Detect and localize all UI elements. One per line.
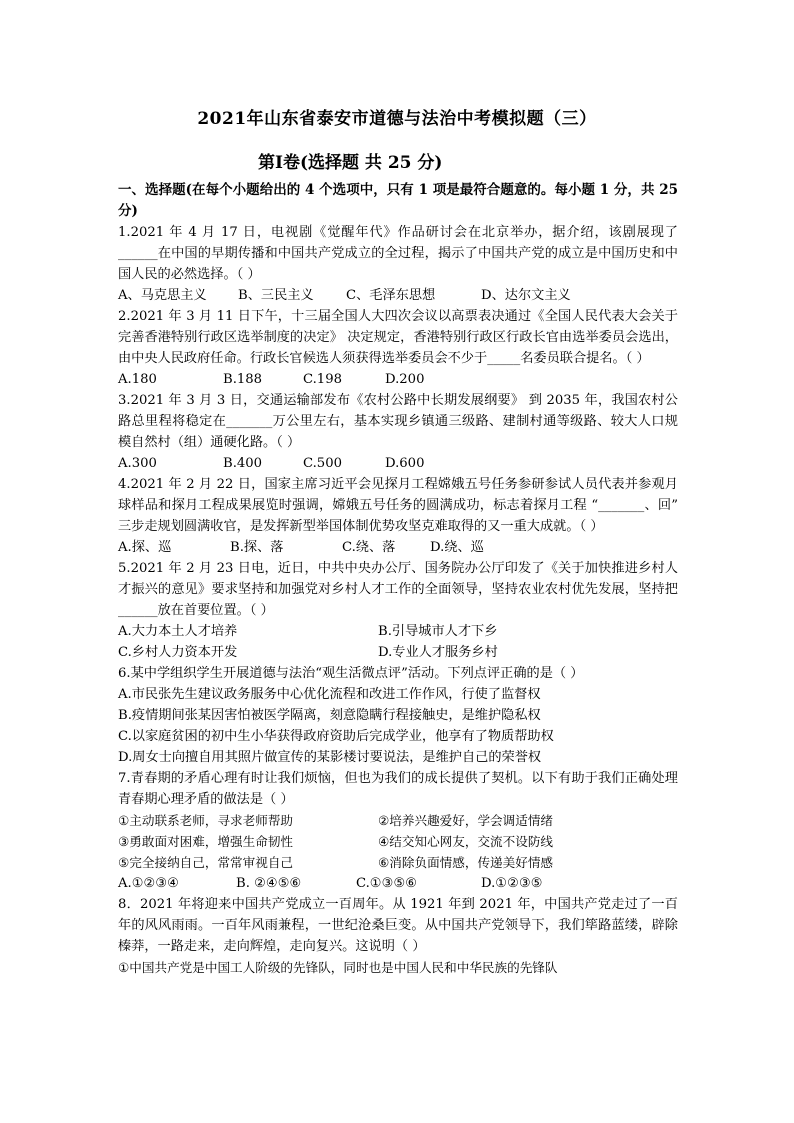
question-1-options <box>118 285 678 306</box>
q2-option-b: B.188 <box>223 372 263 387</box>
q4-option-c: C.绕、落 <box>342 540 396 555</box>
q7-option-b: B. ②④⑤⑥ <box>236 876 302 891</box>
question-7-options <box>118 873 678 894</box>
question-4-stem: 4.2021 年 2 月 22 日，国家主席习近平会见探月工程嫦娥五号任务参研参试人员代表并参观月球样品和探月工程成果展览时强调，嫦娥五号任务的圆满成功，标志着探月工程 “_______、回” 三步走规划圆满收官，是发挥新型举国体制优势攻坚克难取得的又一重大成就。（ ） <box>118 477 678 534</box>
question-2-options <box>118 369 678 390</box>
q6-option-c: C.以家庭贫困的初中生小华获得政府资助后完成学业，他享有了物质帮助权 <box>118 729 554 744</box>
q7-option-a: A.①②③④ <box>118 876 180 891</box>
q5-option-b: B.引导城市人才下乡 <box>378 624 498 639</box>
q6-option-d: D.周女士向擅自用其照片做宣传的某影楼讨要说法，是维护自己的荣誉权 <box>118 750 542 765</box>
q2-option-d: D.200 <box>385 372 425 387</box>
question-5-stem: 5.2021 年 2 月 23 日电，近日，中共中央办公厅、国务院办公厅印发了《关于加快推进乡村人才振兴的意见》要求坚持和加强党对乡村人才工作的全面领导，坚持农业农村优先发展，坚持把______放在首要位置。（ ） <box>118 561 678 618</box>
question-7-stem: 7.青春期的矛盾心理有时让我们烦恼，但也为我们的成长提供了契机。以下有助于我们正确处理青春期心理矛盾的做法是（ ） <box>118 771 678 807</box>
q6-option-b: B.疫情期间张某因害怕被医学隔离，刻意隐瞒行程接触史，是维护隐私权 <box>118 708 541 723</box>
q1-option-b: B、三民主义 <box>238 288 314 303</box>
question-3-options <box>118 453 678 474</box>
q1-option-c: C、毛泽东思想 <box>346 288 436 303</box>
question-7-items <box>118 810 678 873</box>
q1-option-a: A、马克思主义 <box>118 288 207 303</box>
section-heading: 一、选择题(在每个小题给出的 4 个选项中，只有 1 项是最符合题意的。每小题 1 分，共 25 分) <box>118 182 678 219</box>
q5-option-a: A.大力本土人才培养 <box>118 624 238 639</box>
q7-option-d: D.①②③⑤ <box>481 876 543 891</box>
q4-option-a: A.探、巡 <box>118 540 172 555</box>
q5-option-d: D.专业人才服务乡村 <box>378 645 498 660</box>
question-5-options <box>118 621 678 642</box>
q7-item-3: ③勇敢面对困难，增强生命韧性 <box>118 834 294 849</box>
q7-item-5: ⑤完全接纳自己，常常审视自己 <box>118 855 294 870</box>
q6-option-a: A.市民张先生建议政务服务中心优化流程和改进工作作风，行使了监督权 <box>118 687 541 702</box>
question-6-stem: 6.某中学组织学生开展道德与法治“观生活微点评”活动。下列点评正确的是（ ） <box>118 666 584 681</box>
q4-option-b: B.探、落 <box>230 540 284 555</box>
q7-item-6: ⑥消除负面情感，传递美好情感 <box>378 855 554 870</box>
q7-item-1: ①主动联系老师，寻求老师帮助 <box>118 813 294 828</box>
q7-item-4: ④结交知心网友，交流不设防线 <box>378 834 554 849</box>
question-1-stem: 1.2021 年 4 月 17 日，电视剧《觉醒年代》作品研讨会在北京举办，据介绍，该剧展现了______在中国的早期传播和中国共产党成立的全过程，揭示了中国共产党的成立是中国历史和中国人民的必然选择。（ ） <box>118 225 678 282</box>
q4-option-d: D.绕、巡 <box>430 540 484 555</box>
q7-item-2: ②培养兴趣爱好，学会调适情绪 <box>378 813 554 828</box>
question-4-options <box>118 537 678 558</box>
q2-option-c: C.198 <box>303 372 342 387</box>
section-subtitle: 第Ⅰ卷(选择题 共 25 分) <box>258 153 443 173</box>
q2-option-a: A.180 <box>118 372 157 387</box>
question-2-stem: 2.2021 年 3 月 11 日下午，十三届全国人大四次会议以高票表决通过《全国人民代表大会关于完善香港特别行政区选举制度的决定》 决定规定，香港特别行政区行政长官由选举委员会选出，由中央人民政府任命。行政长官候选人须获得选举委员会不少于_____名委员联合提名。（ ） <box>118 309 678 366</box>
question-list <box>118 180 678 978</box>
question-5-options-row2 <box>118 642 678 663</box>
question-8-stem: 8．2021 年将迎来中国共产党成立一百周年。从 1921 年到 2021 年，中国共产党走过了一百年的风风雨雨。一百年风雨兼程，一世纪沧桑巨变。从中国共产党领导下，我们筚路蓝缕，辟除榛莽，一路走来，走向辉煌，走向复兴。这说明（ ） <box>118 897 678 954</box>
q8-item-1: ①中国共产党是中国工人阶级的先锋队，同时也是中国人民和中华民族的先锋队 <box>118 960 558 975</box>
q3-option-b: B.400 <box>223 456 263 471</box>
q3-option-a: A.300 <box>118 456 157 471</box>
q1-option-d: D、达尔文主义 <box>481 288 571 303</box>
q3-option-d: D.600 <box>385 456 425 471</box>
q5-option-c: C.乡村人力资本开发 <box>118 645 238 660</box>
q7-option-c: C.①③⑤⑥ <box>356 876 418 891</box>
page-title: 2021年山东省泰安市道德与法治中考模拟题（三） <box>197 109 597 129</box>
q3-option-c: C.500 <box>303 456 342 471</box>
question-3-stem: 3.2021 年 3 月 3 日，交通运输部发布《农村公路中长期发展纲要》 到 2035 年，我国农村公路总里程将稳定在_______万公里左右，基本实现乡镇通三级路、建制村通等级路、较大人口规模自然村（组）通硬化路。（ ） <box>118 393 678 450</box>
